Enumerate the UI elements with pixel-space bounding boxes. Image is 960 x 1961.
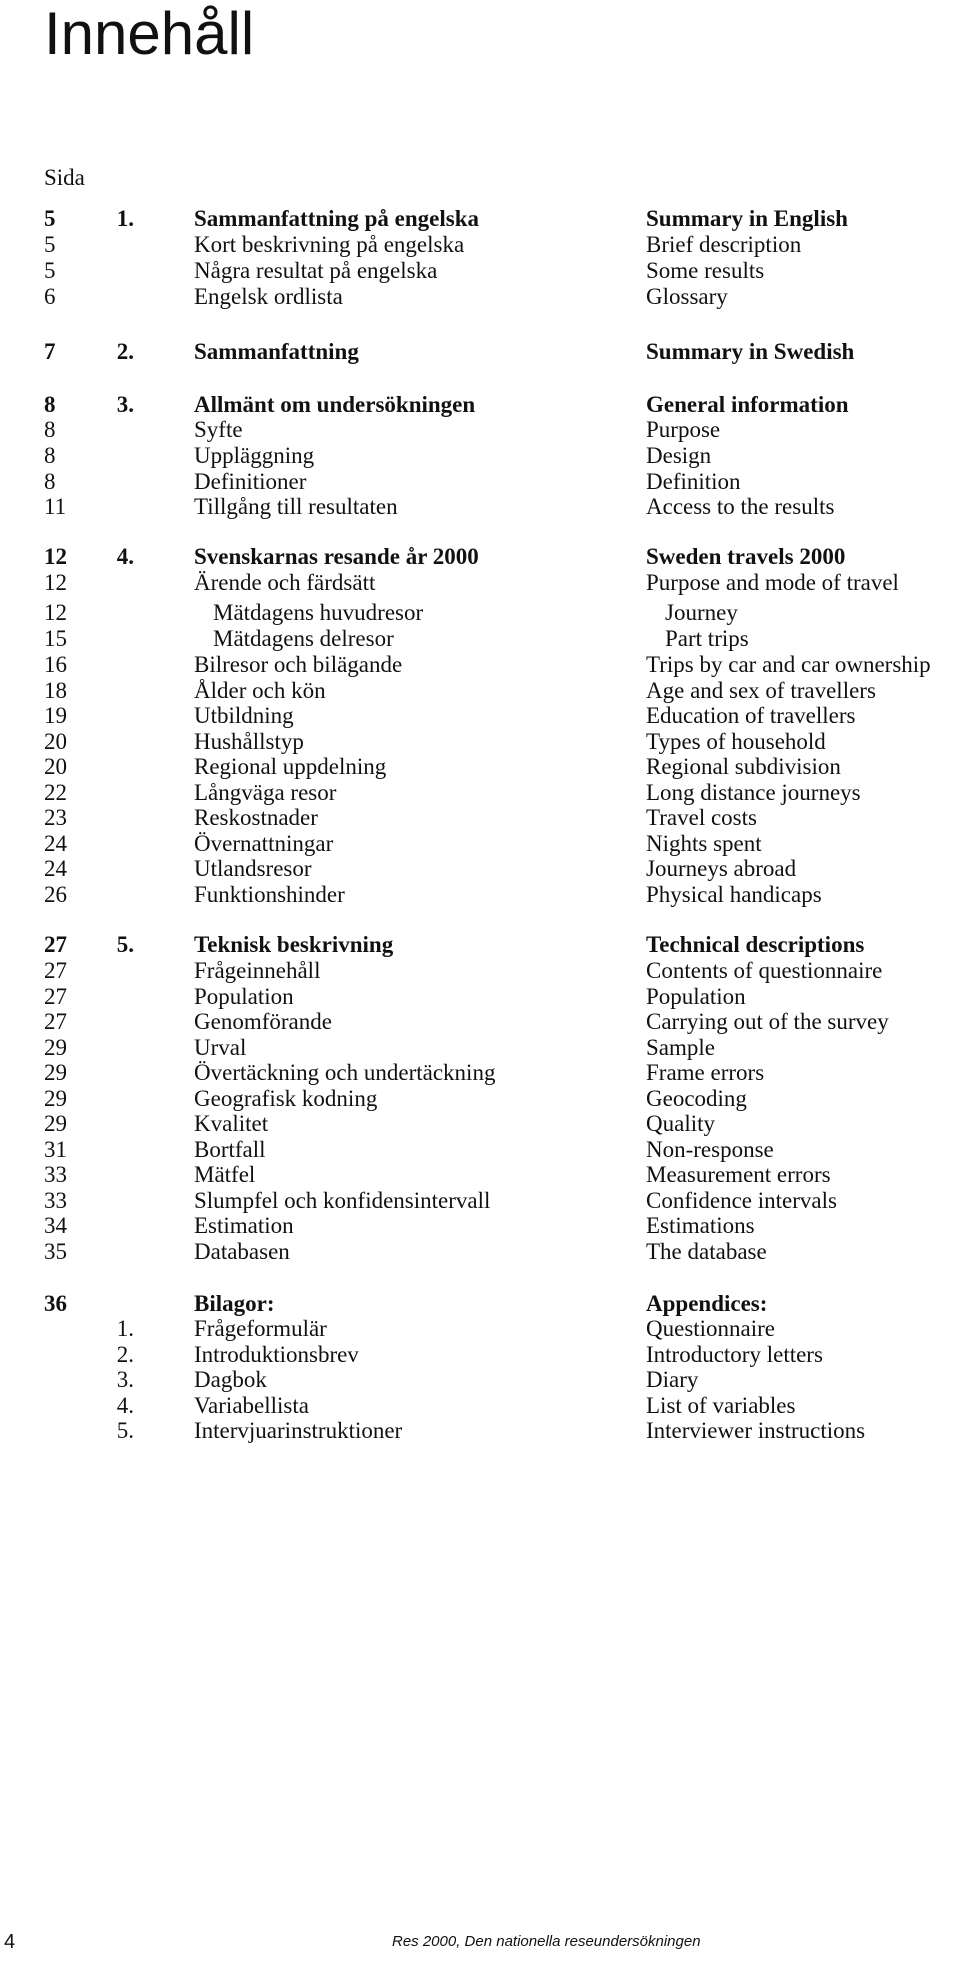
toc-english-title: Definition xyxy=(646,469,741,494)
toc-swedish-title: Teknisk beskrivning xyxy=(194,932,394,957)
toc-english-title: Questionnaire xyxy=(646,1316,776,1341)
toc-swedish-title: Några resultat på engelska xyxy=(194,258,438,283)
toc-english-title: General information xyxy=(646,392,849,417)
toc-page-number: 29 xyxy=(44,1060,67,1085)
toc-swedish-title: Syfte xyxy=(194,417,243,442)
toc-entry xyxy=(0,491,960,523)
toc-english-title: Education of travellers xyxy=(646,703,856,728)
toc-swedish-title: Regional uppdelning xyxy=(194,754,387,779)
toc-section-number: 3. xyxy=(116,1367,134,1392)
toc-swedish-title: Definitioner xyxy=(194,469,307,494)
toc-english-title: Introductory letters xyxy=(646,1342,823,1367)
toc-page-number: 22 xyxy=(44,780,67,805)
toc-page-number: 6 xyxy=(44,284,56,309)
toc-english-title: Journey xyxy=(665,600,738,625)
toc-page-number: 24 xyxy=(44,856,67,881)
toc-page-number: 20 xyxy=(44,754,67,779)
toc-page-number: 26 xyxy=(44,882,67,907)
toc-swedish-title: Bortfall xyxy=(194,1137,266,1162)
toc-page-number: 33 xyxy=(44,1162,67,1187)
toc-english-title: Glossary xyxy=(646,284,728,309)
toc-english-title: Physical handicaps xyxy=(646,882,822,907)
toc-page-number: 15 xyxy=(44,626,67,651)
toc-entry xyxy=(0,336,960,368)
toc-swedish-title: Sammanfattning xyxy=(194,339,359,364)
toc-swedish-title: Estimation xyxy=(194,1213,294,1238)
toc-swedish-title: Reskostnader xyxy=(194,805,318,830)
toc-english-title: Access to the results xyxy=(646,494,835,519)
toc-swedish-title: Sammanfattning på engelska xyxy=(194,206,479,231)
toc-page-number: 12 xyxy=(44,600,67,625)
toc-swedish-title: Hushållstyp xyxy=(194,729,304,754)
toc-english-title: Brief description xyxy=(646,232,802,257)
toc-page-number: 31 xyxy=(44,1137,67,1162)
toc-english-title: The database xyxy=(646,1239,767,1264)
toc-english-title: Purpose and mode of travel xyxy=(646,570,899,595)
toc-page-number: 27 xyxy=(44,958,67,983)
toc-page-number: 12 xyxy=(44,544,67,569)
toc-section-number: 1. xyxy=(116,206,134,231)
toc-english-title: Travel costs xyxy=(646,805,757,830)
toc-english-title: Long distance journeys xyxy=(646,780,861,805)
toc-swedish-title: Mätfel xyxy=(194,1162,256,1187)
toc-entry xyxy=(0,567,960,599)
toc-page-number: 34 xyxy=(44,1213,67,1238)
toc-swedish-title: Population xyxy=(194,984,294,1009)
toc-page-number: 8 xyxy=(44,417,56,442)
toc-english-title: Measurement errors xyxy=(646,1162,831,1187)
page-title: Innehåll xyxy=(44,0,255,67)
toc-section-number: 3. xyxy=(116,392,134,417)
toc-swedish-title: Bilresor och bilägande xyxy=(194,652,403,677)
toc-swedish-title: Slumpfel och konfidensintervall xyxy=(194,1188,491,1213)
toc-entry xyxy=(0,1236,960,1268)
toc-english-title: Regional subdivision xyxy=(646,754,841,779)
toc-swedish-title: Frågeinnehåll xyxy=(194,958,321,983)
toc-page-number: 7 xyxy=(44,339,56,364)
toc-english-title: Population xyxy=(646,984,746,1009)
toc-swedish-title: Mätdagens huvudresor xyxy=(213,600,424,625)
toc-english-title: Summary in Swedish xyxy=(646,339,855,364)
toc-page-number: 20 xyxy=(44,729,67,754)
toc-swedish-title: Övertäckning och undertäckning xyxy=(194,1060,496,1085)
toc-page-number: 35 xyxy=(44,1239,67,1264)
toc-page-number: 8 xyxy=(44,469,56,494)
toc-swedish-title: Mätdagens delresor xyxy=(213,626,394,651)
toc-page-number: 18 xyxy=(44,678,67,703)
toc-english-title: List of variables xyxy=(646,1393,796,1418)
toc-section-number: 4. xyxy=(116,1393,134,1418)
toc-page-number: 8 xyxy=(44,392,56,417)
toc-english-title: Purpose xyxy=(646,417,721,442)
footer-page-number: 4 xyxy=(4,1931,16,1953)
toc-english-title: Frame errors xyxy=(646,1060,765,1085)
toc-english-title: Some results xyxy=(646,258,765,283)
toc-english-title: Appendices: xyxy=(646,1291,768,1316)
toc-page-number: 24 xyxy=(44,831,67,856)
toc-english-title: Diary xyxy=(646,1367,699,1392)
toc-swedish-title: Bilagor: xyxy=(194,1291,275,1316)
toc-english-title: Technical descriptions xyxy=(646,932,865,957)
toc-swedish-title: Frågeformulär xyxy=(194,1316,327,1341)
toc-swedish-title: Utlandsresor xyxy=(194,856,312,881)
toc-english-title: Design xyxy=(646,443,712,468)
toc-english-title: Confidence intervals xyxy=(646,1188,837,1213)
toc-swedish-title: Allmänt om undersökningen xyxy=(194,392,476,417)
toc-entry xyxy=(0,281,960,313)
toc-english-title: Carrying out of the survey xyxy=(646,1009,889,1034)
toc-english-title: Non-response xyxy=(646,1137,774,1162)
toc-swedish-title: Svenskarnas resande år 2000 xyxy=(194,544,479,569)
footer-publication-title: Res 2000, Den nationella reseundersökningen xyxy=(392,1933,701,1950)
toc-english-title: Interviewer instructions xyxy=(646,1418,866,1443)
toc-swedish-title: Introduktionsbrev xyxy=(194,1342,359,1367)
toc-page-number: 16 xyxy=(44,652,67,677)
toc-swedish-title: Funktionshinder xyxy=(194,882,345,907)
toc-english-title: Journeys abroad xyxy=(646,856,797,881)
toc-page-number: 27 xyxy=(44,1009,67,1034)
toc-page-number: 36 xyxy=(44,1291,67,1316)
toc-page-number: 29 xyxy=(44,1086,67,1111)
toc-swedish-title: Ärende och färdsätt xyxy=(194,570,376,595)
toc-swedish-title: Genomförande xyxy=(194,1009,332,1034)
toc-swedish-title: Variabellista xyxy=(194,1393,309,1418)
toc-section-number: 2. xyxy=(116,1342,134,1367)
toc-english-title: Contents of questionnaire xyxy=(646,958,883,983)
toc-page-number: 27 xyxy=(44,984,67,1009)
toc-english-title: Geocoding xyxy=(646,1086,747,1111)
page-footer xyxy=(0,1930,960,1954)
toc-entry xyxy=(0,1415,960,1447)
toc-english-title: Summary in English xyxy=(646,206,848,231)
toc-swedish-title: Övernattningar xyxy=(194,831,334,856)
toc-swedish-title: Ålder och kön xyxy=(194,678,326,703)
toc-page-number: 33 xyxy=(44,1188,67,1213)
toc-section-number: 5. xyxy=(116,1418,134,1443)
toc-swedish-title: Dagbok xyxy=(194,1367,267,1392)
page-column-label: Sida xyxy=(44,165,85,190)
toc-swedish-title: Långväga resor xyxy=(194,780,337,805)
toc-section-number: 4. xyxy=(116,544,134,569)
toc-page-number: 27 xyxy=(44,932,67,957)
toc-page-number: 29 xyxy=(44,1111,67,1136)
toc-english-title: Trips by car and car ownership xyxy=(646,652,931,677)
toc-swedish-title: Intervjuarinstruktioner xyxy=(194,1418,403,1443)
toc-swedish-title: Engelsk ordlista xyxy=(194,284,343,309)
toc-swedish-title: Kvalitet xyxy=(194,1111,269,1136)
toc-swedish-title: Kort beskrivning på engelska xyxy=(194,232,465,257)
toc-section-number: 1. xyxy=(116,1316,134,1341)
toc-english-title: Types of household xyxy=(646,729,826,754)
toc-english-title: Estimations xyxy=(646,1213,755,1238)
toc-swedish-title: Utbildning xyxy=(194,703,294,728)
toc-swedish-title: Tillgång till resultaten xyxy=(194,494,398,519)
toc-english-title: Quality xyxy=(646,1111,715,1136)
toc-page-number: 12 xyxy=(44,570,67,595)
toc-page-number: 11 xyxy=(44,494,67,519)
toc-swedish-title: Geografisk kodning xyxy=(194,1086,378,1111)
toc-english-title: Sweden travels 2000 xyxy=(646,544,846,569)
toc-swedish-title: Databasen xyxy=(194,1239,290,1264)
toc-page-number: 19 xyxy=(44,703,67,728)
toc-page-number: 5 xyxy=(44,206,56,231)
toc-page-number: 8 xyxy=(44,443,56,468)
toc-entry xyxy=(0,879,960,911)
toc-english-title: Part trips xyxy=(665,626,749,651)
toc-page-number: 5 xyxy=(44,258,56,283)
toc-page-number: 5 xyxy=(44,232,56,257)
toc-english-title: Age and sex of travellers xyxy=(646,678,876,703)
toc-page-number: 23 xyxy=(44,805,67,830)
toc-english-title: Sample xyxy=(646,1035,715,1060)
toc-section-number: 5. xyxy=(116,932,134,957)
toc-section-number: 2. xyxy=(116,339,134,364)
toc-page-number: 29 xyxy=(44,1035,67,1060)
toc-english-title: Nights spent xyxy=(646,831,762,856)
toc-swedish-title: Uppläggning xyxy=(194,443,315,468)
toc-swedish-title: Urval xyxy=(194,1035,247,1060)
